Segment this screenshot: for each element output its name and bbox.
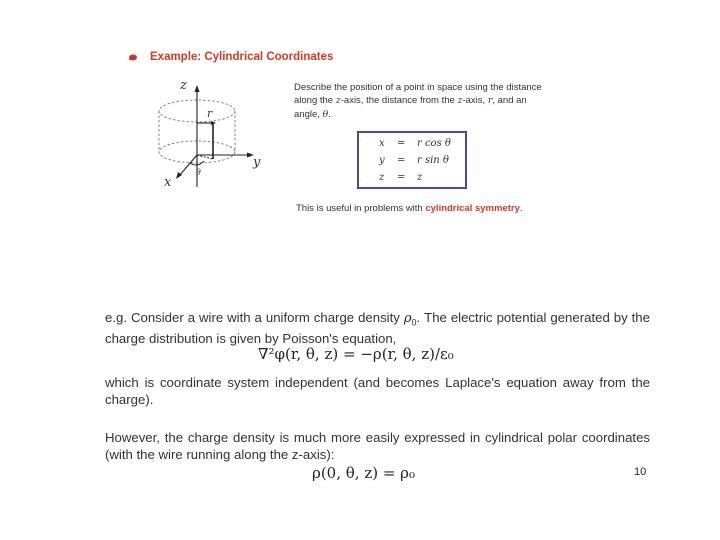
example-title: Example: Cylindrical Coordinates: [150, 51, 334, 63]
label-y: y: [253, 155, 261, 170]
equation-box: x = r cos θ y = r sin θ z = z: [357, 131, 467, 189]
projection-dashed: [197, 155, 213, 159]
description-text: Describe the position of a point in space using the distance along the z-axis, the distance from the z-axis, r, and an angle, θ.: [294, 82, 542, 120]
paragraph-wire-example: e.g. Consider a wire with a uniform charge density $\rho_0$. The electric potential generated by the charge distribution is given by Poisson's equation,: [105, 310, 650, 347]
label-x: x: [164, 175, 172, 190]
bullet-icon: [128, 54, 137, 61]
charge-density-equation: ρ(0, θ, z) = ρ₀: [312, 464, 416, 482]
x-axis: [179, 155, 197, 176]
label-z: z: [180, 78, 187, 93]
page-number: 10: [634, 466, 647, 478]
label-r: r: [207, 107, 213, 120]
usefulness-note: This is useful in problems with cylindrical symmetry.: [296, 203, 523, 214]
cylindrical-symmetry-highlight: cylindrical symmetry: [425, 203, 520, 214]
paragraph-coordinate-independent: which is coordinate system independent (and becomes Laplace's equation away from the charge).: [105, 375, 650, 407]
cylinder-diagram: [150, 75, 280, 190]
poisson-equation: ∇²φ(r, θ, z) = −ρ(r, θ, z)/ε₀: [258, 345, 454, 363]
paragraph-cylindrical-polar: However, the charge density is much more easily expressed in cylindrical polar coordinates (with the wire running along the z-axis):: [105, 430, 650, 462]
label-theta: θ: [196, 168, 201, 177]
